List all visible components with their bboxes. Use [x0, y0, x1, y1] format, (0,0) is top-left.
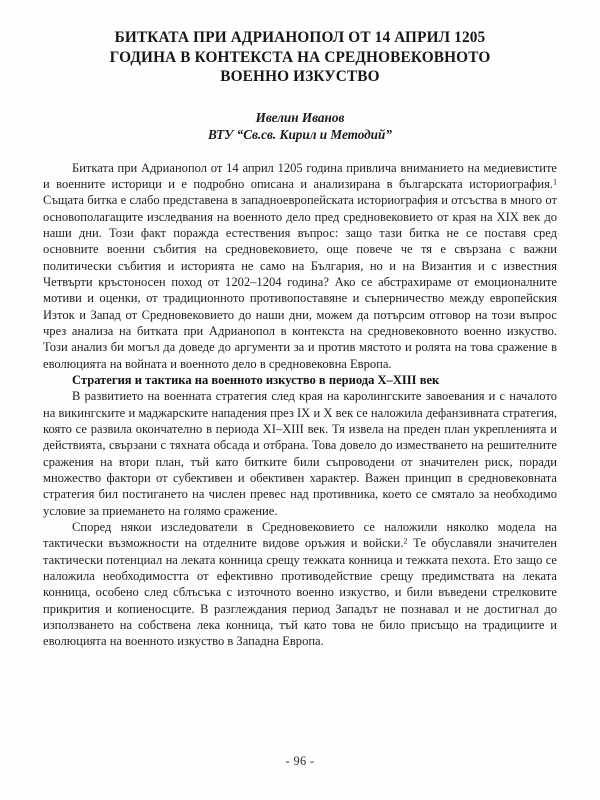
paragraph-intro-part-2: Същата битка е слабо представена в западноевропейската историография и отсъства в много от основополагащите изследвания на военното дело пред средновековието от края на XIX век до наши дни. Този факт поражда естествения въпрос: защо тази битка не се поставя сред основните военни събития на средновековието, още повече че тя е свързана с важни политически събития и историята не само на България, но и на Византия и с известния Четвърти кръстоносен поход от 1202–1204 година? Ако се абстрахираме от емоционалните мотиви и оценки, от традиционното противопоставяне и съперничество между европейския Изток и Запад от Средновековието до наши дни, можем да потърсим отговор на този въпрос чрез анализа на битката при Адрианопол в контекста на средновековното военно изкуство. Този анализ би могъл да доведе до аргументи за и против мястото и ролята на това сражение в еволюцията на войната и военното дело в средновековна Европа. [43, 193, 557, 371]
paragraph-tactics [43, 519, 557, 650]
page-title [43, 24, 557, 87]
body-text [43, 160, 557, 650]
author-name: Ивелин Иванов [255, 109, 345, 125]
paragraph-intro [43, 160, 557, 372]
title-line-3: ВОЕННО ИЗКУСТВО [220, 68, 380, 85]
author-affiliation: ВТУ “Св.св. Кирил и Методий” [208, 126, 392, 142]
footnote-marker-2[interactable]: 2 [403, 536, 408, 546]
paragraph-tactics-part-1: Според някои изследователи в Средновековието се наложили няколко модела на тактически възможности на отделните видове оръжия и войски. [43, 520, 557, 551]
paragraph-strategy: В развитието на военната стратегия след края на каролингските завоевания и с началото на викингските и маджарските нападения през IX и X век се наложила дефанзивната стратегия, която се развила окончателно в периода XI–XIII век. Тя извела на преден план укрепленията и действията, свързани с тяхната обсада и отбрана. Това довело до изместването на решителните сражения на втори план, тъй като битките били съпроводени от значителен риск, поради множество фактори от субективен и обективен характер. Важен принцип в средновековната стратегия бил постигането на числен превес над противника, което се смятало за необходимо условие за приемането на голямо сражение. [43, 389, 557, 518]
paragraph-intro-part-1: Битката при Адрианопол от 14 април 1205 година привлича вниманието на медиевистите и военните историци и е подробно описана и анализирана в българската историография. [43, 160, 557, 191]
footnote-marker-1[interactable]: 1 [553, 177, 557, 187]
author-block [43, 109, 557, 144]
title-line-2: ГОДИНА В КОНТЕКСТА НА СРЕДНОВЕКОВНОТО [109, 48, 491, 66]
page-number: - 96 - [285, 754, 315, 768]
paragraph-tactics-part-2: Те обуславяли значителен тактически потенциал на леката конница срещу тежката конница и тежката пехота. Ето защо се наложила необходимостта от ефективно противодействие срещу предимствата на леката конница, особено след сблъсъка с източното военно изкуство, и били въведени стрелковите прикрития и копиеносците. В разглеждания период Западът не познавал и не достигнал до използването на собствена лека конница, тъй като това не било присъщо на традициите и еволюцията на военното изкуство в Западна Европа. [43, 536, 557, 649]
section-subheading: Стратегия и тактика на военното изкуство в периода X–XIII век [72, 372, 440, 387]
title-line-1: БИТКАТА ПРИ АДРИАНОПОЛ ОТ 14 АПРИЛ 1205 [114, 29, 486, 46]
